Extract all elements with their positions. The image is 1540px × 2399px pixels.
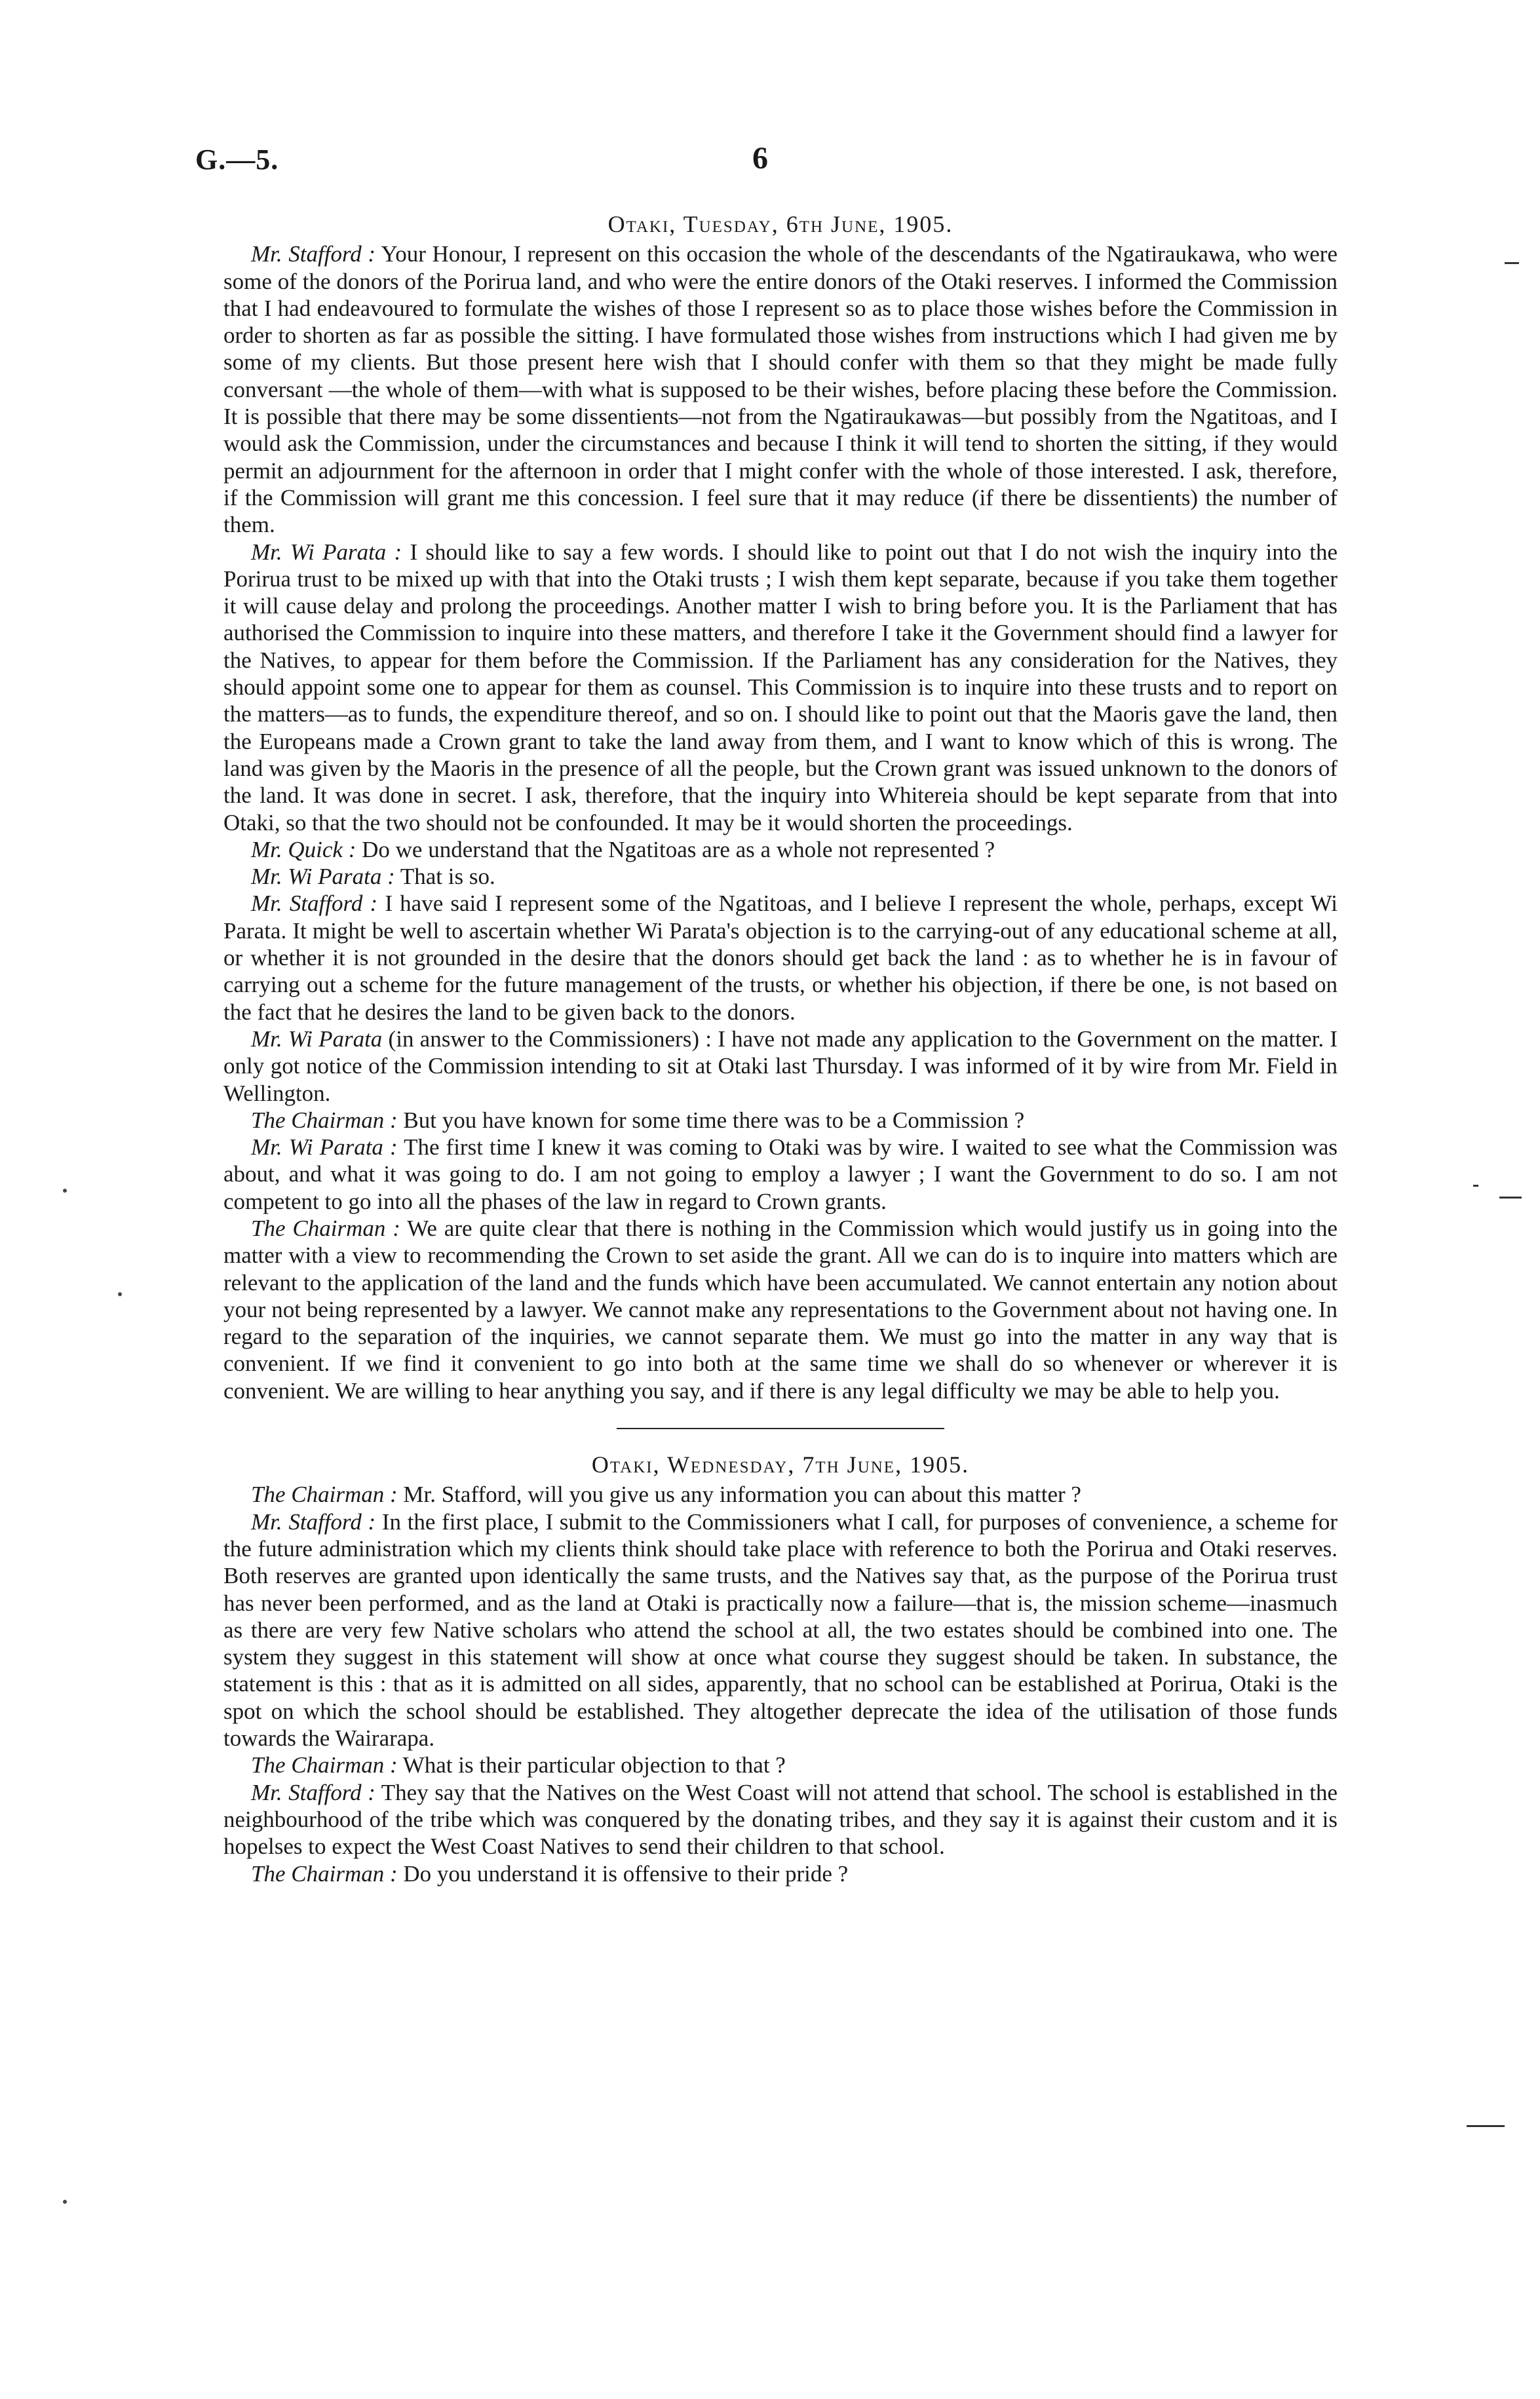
document-code: G.—5. <box>195 144 279 176</box>
margin-dot <box>118 1292 122 1296</box>
paragraph <box>223 1026 1338 1107</box>
paragraph-text: I have said I represent some of the Ngatitoas, and I believe I represent the whole, perhaps, except Wi Parata. It might be well to ascertain whether Wi Parata's objection is to the carrying-out of any educational scheme at all, or whether it is not grounded in the desire that the donors should get back the land : as to whether he is in favour of carrying out a scheme for the future management of the trusts, or whether his objection, if there be one, is not based on the fact that he desires the land to be given back to the donors. <box>223 891 1338 1025</box>
margin-dot <box>63 2200 67 2204</box>
paragraph <box>223 539 1338 836</box>
paragraph-text: Mr. Stafford, will you give us any information you can about this matter ? <box>397 1482 1081 1508</box>
speaker-name: Mr. Wi Parata : <box>251 539 402 565</box>
speaker-name: The Chairman : <box>251 1215 400 1241</box>
paragraph-text: Your Honour, I represent on this occasion the whole of the descendants of the Ngatiraukawa, who were some of the donors of the Porirua land, and who were the entire donors of the Otaki reserves. I informed the Commission that I had endeavoured to formulate the wishes of those I represent so as to place those wishes before the Commission in order to shorten as far as possible the sitting. I have formulated those wishes from instructions which I had given me by some of my clients. But those present here wish that I should confer with them so that they might be made fully conversant —the whole of them—with what is supposed to be their wishes, before placing these before the Commission. It is possible that there may be some dissentients—not from the Ngatiraukawas—but possibly from the Ngatitoas, and I would ask the Commission, under the circumstances and because I think it will tend to shorten the sitting, if they would permit an adjournment for the afternoon in order that I might confer with the whole of those interested. I ask, therefore, if the Commission will grant me this concession. I feel sure that it may reduce (if there be dissentients) the number of them. <box>223 241 1338 538</box>
paragraph-text: Do you understand it is offensive to their pride ? <box>397 1860 849 1887</box>
paragraph-text: That is so. <box>395 864 495 890</box>
speaker-name: Mr. Quick : <box>251 836 356 862</box>
paragraph <box>223 1215 1338 1404</box>
speaker-name: The Chairman : <box>251 1752 398 1778</box>
speaker-name: Mr. Stafford : <box>251 1779 375 1805</box>
section-divider <box>617 1428 944 1429</box>
paragraph-text: They say that the Natives on the West Coast will not attend that school. The school is established in the neighbourhood of the tribe which was conquered by the donating tribes, and they say it is against their custom and it is hopelses to expect the West Coast Natives to send their children to that school. <box>223 1779 1338 1860</box>
section-date-heading: Otaki, Tuesday, 6th June, 1905. <box>607 211 953 237</box>
paragraph <box>223 1508 1338 1752</box>
section-date-heading: Otaki, Wednesday, 7th June, 1905. <box>591 1451 970 1478</box>
margin-mark <box>1505 262 1519 264</box>
speaker-name: The Chairman : <box>251 1860 398 1887</box>
speaker-name: Mr. Stafford : <box>251 1508 376 1535</box>
margin-mark <box>1473 1185 1478 1187</box>
paragraph <box>223 1860 1338 1887</box>
margin-dot <box>63 1189 67 1193</box>
paragraph <box>223 863 1338 890</box>
paragraph-text: (in answer to the Commissioners) : I have not made any application to the Government on the matter. I only got notice of the Commission intending to sit at Otaki last Thursday. I was informed of it by wire from Mr. Field in Wellington. <box>223 1026 1338 1106</box>
speaker-name: The Chairman : <box>251 1107 398 1133</box>
paragraph <box>223 240 1338 538</box>
speaker-name: Mr. Stafford : <box>251 241 376 267</box>
body-text <box>223 211 1338 1887</box>
paragraph <box>223 1779 1338 1860</box>
speaker-name: Mr. Wi Parata <box>251 1026 383 1052</box>
paragraph-text: We are quite clear that there is nothing in the Commission which would justify us in going into the matter with a view to recommending the Crown to set aside the grant. All we can do is to inquire into matters which are relevant to the application of the land and the funds which have been accumulated. We cannot entertain any notion about your not being represented by a lawyer. We cannot make any representations to the Government about not having one. In regard to the separation of the inquiries, we cannot separate them. We must go into the matter in any way that is convenient. If we find it convenient to go into both at the same time we shall do so whenever or wherever it is convenient. We are willing to hear anything you say, and if there is any legal difficulty we may be able to help you. <box>223 1215 1338 1404</box>
speaker-name: Mr. Wi Parata : <box>251 1134 398 1161</box>
page-number: 6 <box>752 141 768 176</box>
paragraph <box>223 890 1338 1025</box>
paragraph <box>223 1481 1338 1508</box>
speaker-name: Mr. Wi Parata : <box>251 864 395 890</box>
paragraph-text: The first time I knew it was coming to Otaki was by wire. I waited to see what the Commission was about, and what it was going to do. I am not going to employ a lawyer ; I want the Government to do so. I am not competent to go into all the phases of the law in regard to Crown grants. <box>223 1134 1338 1214</box>
paragraph-text: Do we understand that the Ngatitoas are as a whole not represented ? <box>356 836 995 862</box>
paragraph <box>223 836 1338 863</box>
speaker-name: The Chairman : <box>251 1482 398 1508</box>
paragraph-text: But you have known for some time there was to be a Commission ? <box>397 1107 1025 1133</box>
paragraph <box>223 1107 1338 1134</box>
margin-mark <box>1467 2125 1505 2127</box>
paragraph <box>223 1134 1338 1215</box>
paragraph-text: What is their particular objection to that ? <box>397 1752 786 1778</box>
paragraph <box>223 1752 1338 1778</box>
speaker-name: Mr. Stafford : <box>251 891 378 917</box>
paragraph-text: I should like to say a few words. I should like to point out that I do not wish the inquiry into the Porirua trust to be mixed up with that into the Otaki trusts ; I wish them kept separate, because if you take them together it will cause delay and prolong the proceedings. Another matter I wish to bring before you. It is the Parliament that has authorised the Commission to inquire into these matters, and therefore I take it the Government should find a lawyer for the Natives, to appear for them before the Commission. If the Parliament has any consideration for the Natives, they should appoint some one to appear for them as counsel. This Commission is to inquire into these trusts and to report on the matters—as to funds, the expenditure thereof, and so on. I should like to point out that the Maoris gave the land, then the Europeans made a Crown grant to take the land away from them, and I want to know which of this is wrong. The land was given by the Maoris in the presence of all the people, but the Crown grant was issued unknown to the donors of the land. It was done in secret. I ask, therefore, that the inquiry into Whitereia should be kept separate from that into Otaki, so that the two should not be confounded. It may be it would shorten the proceedings. <box>223 539 1338 835</box>
margin-mark <box>1499 1197 1522 1199</box>
paragraph-text: In the first place, I submit to the Commissioners what I call, for purposes of convenience, a scheme for the future administration which my clients think should take place with reference to both the Porirua and Otaki reserves. Both reserves are granted upon identically the same trusts, and the Natives say that, as the purpose of the Porirua trust has never been performed, and as the land at Otaki is practically now a failure—that is, the mission scheme—inasmuch as there are very few Native scholars who attend the school at all, the two estates should be combined into one. The system they suggest in this statement will show at once what course they suggest should be taken. In substance, the statement is this : that as it is admitted on all sides, apparently, that no school can be established at Porirua, Otaki is the spot on which the school should be established. They altogether deprecate the idea of the utilisation of those funds towards the Wairarapa. <box>223 1508 1338 1752</box>
